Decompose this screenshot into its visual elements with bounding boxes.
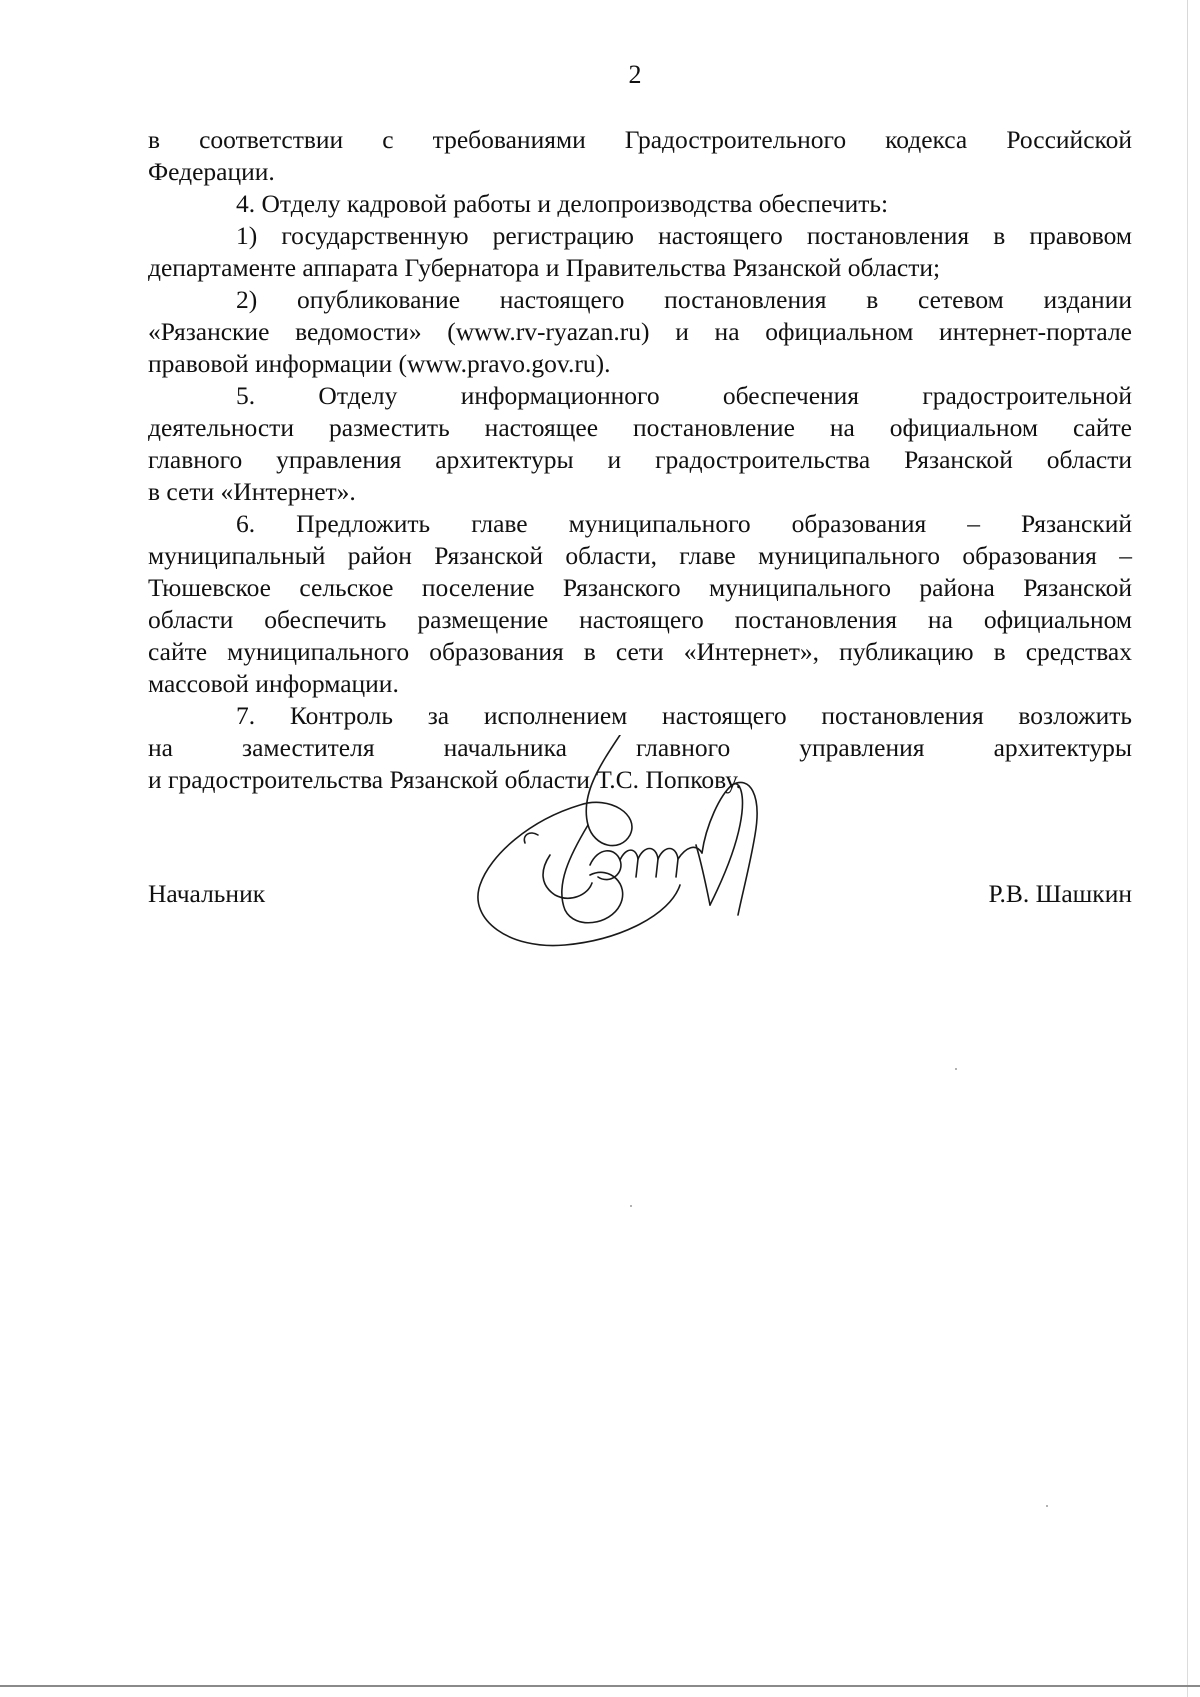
body-line: 4. Отделу кадровой работы и делопроизводства обеспечить: (236, 189, 889, 218)
body-line: департаменте аппарата Губернатора и Правительства Рязанской области; (148, 253, 941, 282)
body-line: Федерации. (148, 157, 275, 186)
signatory-position: Начальник (148, 879, 266, 908)
scan-speck (1046, 1505, 1048, 1507)
body-line: правовой информации (www.pravo.gov.ru). (148, 349, 611, 378)
body-line: сайте муниципального образования в сети «Интернет», публикацию в средствах (148, 637, 1132, 666)
signatory-name: Р.В. Шашкин (988, 879, 1132, 908)
scan-edge-bottom (0, 1685, 1200, 1687)
scan-edge-right (1187, 0, 1188, 1697)
body-line: на заместителя начальника главного управления архитектуры (148, 733, 1132, 762)
body-line: главного управления архитектуры и градостроительства Рязанской области (148, 445, 1132, 474)
body-line: в сети «Интернет». (148, 477, 356, 506)
body-line: 6. Предложить главе муниципального образования – Рязанский (236, 509, 1132, 538)
body-line: 5. Отделу информационного обеспечения градостроительной (236, 381, 1132, 410)
scan-speck (955, 1068, 957, 1070)
body-line: Тюшевское сельское поселение Рязанского муниципального района Рязанской (148, 573, 1132, 602)
body-line: деятельности разместить настоящее постановление на официальном сайте (148, 413, 1132, 442)
body-line: 1) государственную регистрацию настоящего постановления в правовом (236, 221, 1132, 250)
scan-speck (630, 1205, 632, 1207)
body-line: «Рязанские ведомости» (www.rv-ryazan.ru) и на официальном интернет-портале (148, 317, 1132, 346)
page-number: 2 (628, 60, 642, 89)
signature-block (148, 878, 1132, 918)
body-line: 2) опубликование настоящего постановления в сетевом издании (236, 285, 1132, 314)
body-line: области обеспечить размещение настоящего постановления на официальном (148, 605, 1132, 634)
body-line: 7. Контроль за исполнением настоящего постановления возложить (236, 701, 1132, 730)
body-line: муниципальный район Рязанской области, главе муниципального образования – (148, 541, 1132, 570)
body-line: массовой информации. (148, 669, 399, 698)
body-line: и градостроительства Рязанской области Т.С. Попкову. (148, 765, 742, 794)
body-line: в соответствии с требованиями Градостроительного кодекса Российской (148, 125, 1132, 154)
handwritten-signature-icon (470, 735, 820, 965)
document-body (148, 124, 1132, 796)
